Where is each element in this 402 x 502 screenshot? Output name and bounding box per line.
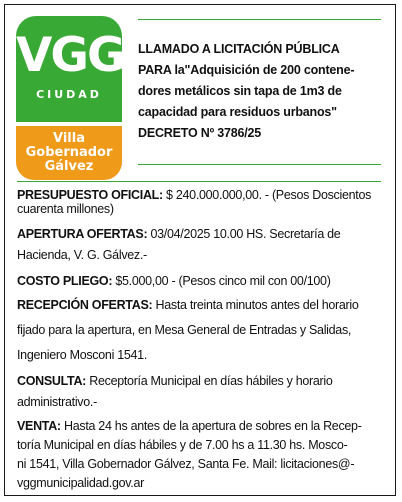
section-presupuesto [17, 188, 389, 216]
recepcion-label: RECEPCIÓN OFERTAS: [17, 298, 153, 312]
logo-line-2: Gobernador [25, 145, 113, 160]
logo-line-3: Gálvez [44, 159, 94, 174]
title-line-2: PARA la"Adquisición de 200 contene- [138, 63, 355, 77]
logo-green-block [16, 16, 122, 122]
venta-text-2: toría Municipal en días hábiles y de 7.00 hs a 11.30 hs. Mosco- [17, 438, 348, 452]
notice-title [138, 39, 398, 144]
consulta-text-1: Receptoría Municipal en días hábiles y horario [86, 374, 333, 388]
venta-text-3: ni 1541, Villa Gobernador Gálvez, Santa Fe. Mail: licitaciones@- [17, 457, 355, 471]
logo-orange-block [16, 126, 122, 180]
divider-top [138, 19, 381, 20]
presupuesto-text-2: cuarenta millones) [17, 202, 114, 216]
consulta-text-2: administrativo.- [17, 395, 97, 409]
section-costo [17, 271, 389, 292]
municipality-logo [16, 16, 122, 180]
logo-line-1: Villa [53, 131, 85, 146]
divider-body-top [17, 181, 381, 182]
venta-text-4: vggmunicipalidad.gov.ar [17, 476, 144, 490]
logo-vgg-text: VGG [16, 28, 124, 83]
apertura-text-2: Hacienda, V. G. Gálvez.- [17, 248, 147, 262]
section-venta [17, 417, 389, 493]
apertura-text-1: 03/04/2025 10.00 HS. Secretaría de [147, 227, 341, 241]
costo-text-1: $5.000,00 - (Pesos cinco mil con 00/100) [112, 274, 331, 288]
logo-ciudad-text: CIUDAD [36, 88, 102, 101]
section-consulta [17, 371, 389, 413]
title-line-5: DECRETO Nº 3786/25 [138, 126, 262, 140]
divider-title-bottom [138, 164, 381, 165]
venta-label: VENTA: [17, 419, 61, 433]
presupuesto-label: PRESUPUESTO OFICIAL: [17, 188, 163, 202]
apertura-label: APERTURA OFERTAS: [17, 227, 148, 241]
recepcion-text-1: Hasta treinta minutos antes del horario [152, 298, 359, 312]
recepcion-text-3: Ingeniero Mosconi 1541. [17, 348, 147, 362]
notice-body [17, 188, 389, 493]
title-line-1: LLAMADO A LICITACIÓN PÚBLICA [138, 42, 340, 56]
venta-text-1: Hasta 24 hs antes de la apertura de sobres en la Recep- [60, 419, 362, 433]
consulta-label: CONSULTA: [17, 374, 87, 388]
recepcion-text-2: fijado para la apertura, en Mesa General de Entradas y Salidas, [17, 323, 352, 337]
section-apertura [17, 224, 389, 266]
title-line-3: dores metálicos sin tapa de 1m3 de [138, 84, 342, 98]
presupuesto-text-1: $ 240.000.000,00. - (Pesos Doscientos [162, 188, 372, 202]
costo-label: COSTO PLIEGO: [17, 274, 113, 288]
title-line-4: capacidad para residuos urbanos" [138, 105, 337, 119]
section-recepcion [17, 293, 389, 368]
